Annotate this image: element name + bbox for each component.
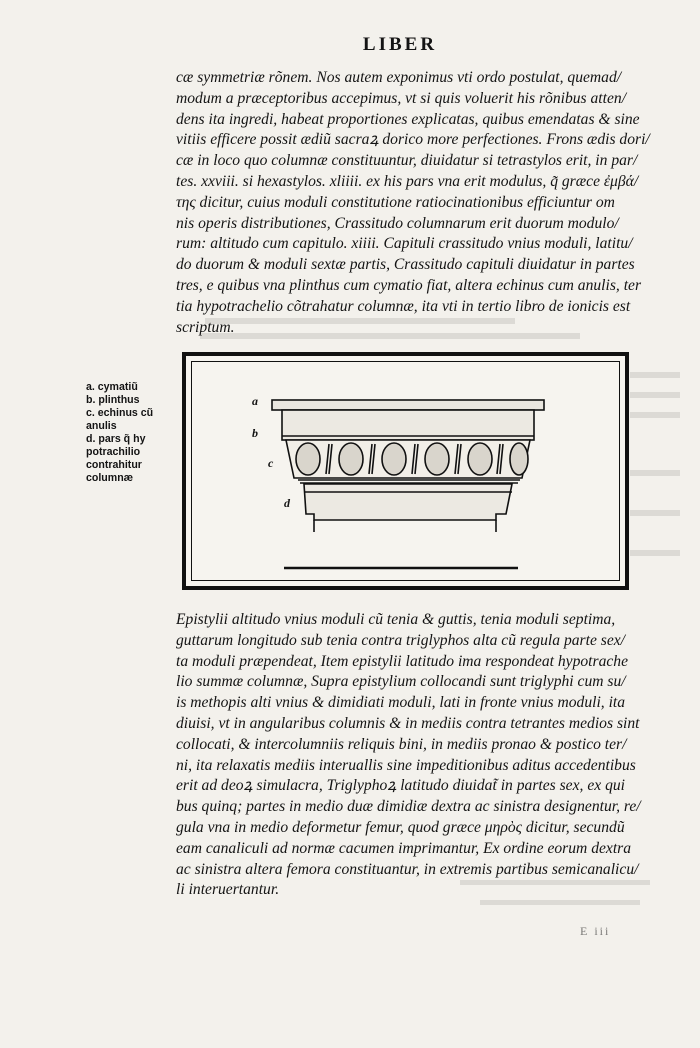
- text-line: cæ in loco quo columnæ constituuntur, diuidatur si tetrastylos erit, in par/: [176, 152, 638, 170]
- running-head: LIBER: [362, 34, 438, 55]
- text-line: ta moduli præpendeat, Item epistylii latitudo ima respondeat hypotrache: [176, 652, 629, 670]
- text-line: rum: altitudo cum capitulo. xiiii. Capituli crassitudo vnius moduli, latitu/: [176, 235, 633, 253]
- text-line: tia hypotrachelio cõtrahatur columnæ, ita vti in tertio libro de ionicis est: [176, 297, 631, 315]
- figure-label-a: a: [252, 394, 258, 408]
- text-line: modum a præceptoribus accepimus, vt si quis voluerit his rõnibus atten/: [176, 89, 627, 107]
- signature-mark: E iii: [580, 924, 611, 938]
- legend-item: a. cymatiũ: [86, 381, 138, 393]
- cymatium-shape: [272, 400, 544, 410]
- text-line: tres, e quibus vna plinthus cum cymatio fiat, altera echinus cum anulis, ter: [176, 276, 642, 294]
- text-block-bottom: [176, 610, 656, 901]
- legend-item: potrachilio: [86, 446, 141, 458]
- text-line: nis operis distributiones, Crassitudo columnarum erit duorum modulo/: [176, 214, 619, 232]
- text-line: bus quinq; partes in medio duæ dimidiæ dextra ac sinistra designentur, re/: [176, 798, 641, 816]
- figure-legend: [86, 381, 186, 485]
- doric-capital-drawing: [186, 356, 625, 586]
- text-line: lio summæ columnæ, Supra epistylium collocandi sunt triglyphi cum su/: [176, 673, 626, 691]
- legend-item: b. plinthus: [86, 394, 140, 406]
- capital-woodcut-figure: [182, 352, 629, 590]
- legend-item: columnæ: [86, 472, 134, 484]
- text-line: do duorum & moduli sextæ partis, Crassitudo capituli diuidatur in partes: [176, 256, 635, 274]
- legend-item: d. pars q̃ hy: [86, 433, 146, 445]
- figure-label-d: d: [284, 496, 290, 510]
- text-line: eam canaliculi ad normæ cacumen imprimantur, Ex ordine eorum dextra: [176, 839, 632, 857]
- text-line: ac sinistra altera femora constituantur, in extremis partibus semicanalicu/: [176, 860, 639, 878]
- text-line: cæ symmetriæ rõnem. Nos autem exponimus vti ordo postulat, quemad/: [176, 69, 622, 86]
- text-line: erit ad deoꝝ simulacra, Triglyphoꝝ latitudo diuidat̃ in partes sex, ex qui: [176, 777, 625, 795]
- legend-item: c. echinus cũ: [86, 407, 154, 419]
- text-line: ni, ita relaxatis mediis interuallis sine impeditionibus aditus accedentibus: [176, 756, 636, 774]
- text-line: is methopis alti vnius & dimidiati moduli, lati in fronte vnius moduli, ita: [176, 694, 626, 712]
- legend-item: anulis: [86, 420, 117, 432]
- text-line: gula vna in medio deformetur femur, quod græce μηρὸς dicitur, secundũ: [176, 818, 625, 836]
- figure-label-c: c: [268, 456, 274, 470]
- text-line: li interuertantur.: [176, 881, 280, 899]
- text-line: tes. xxviii. si hexastylos. xliiii. ex his pars vna erit modulus, q̃ græce ἐμβά/: [176, 172, 639, 190]
- text-line: collocati, & intercolumniis reliquis bini, in mediis pronao & postico ter/: [176, 735, 627, 753]
- text-line: scriptum.: [176, 318, 235, 336]
- echinus-shape: [286, 440, 530, 478]
- hypotrachelium-shape: [304, 484, 512, 520]
- text-line: guttarum longitudo sub tenia contra triglyphos alta cũ regula parte sex/: [176, 631, 626, 649]
- text-block-top: [176, 68, 656, 338]
- text-line: dens ita ingredi, habeat proportiones explicatas, quibus emendatas & sine: [176, 110, 640, 128]
- figure-label-b: b: [252, 426, 258, 440]
- legend-item: contrahitur: [86, 459, 142, 471]
- text-line: vitiis efficere possit ædiũ sacraꝝ dorico more perfectiones. Frons ædis dori/: [176, 131, 650, 149]
- text-line: της dicitur, cuius moduli constitutione ratiocinationibus efficiuntur om: [176, 193, 615, 211]
- text-line: Epistylii altitudo vnius moduli cũ tenia & guttis, tenia moduli septima,: [176, 611, 616, 628]
- text-line: diuisi, vt in angularibus columnis & in mediis contra tetrantes medios sint: [176, 714, 640, 732]
